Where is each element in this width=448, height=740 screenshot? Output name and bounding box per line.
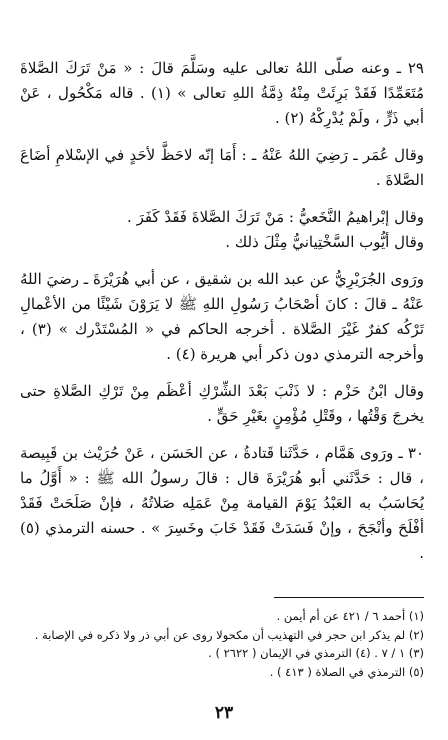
ibn-hazm-quote-paragraph: وقال ابْنُ حَزْم : لا ذَنْبَ بَعْدَ الشِّرْكِ أعْظَم مِنْ تَرْكِ الصَّلاةِ حتى يخرجَ وَقْتُها ، وقَتْلِ مُؤْمِنٍ بغَيْرِ حَقٍّ . [20,382,424,425]
footnote-3-4: (٣) ١ / ٧ . (٤) الترمذي في الإيمان ( ٢٦٢٢ ) . [208,646,424,660]
sakhtiyani-quote-paragraph: وقال أيُّوب السَّخْتِيانيُّ مِثْلَ ذلك . [225,233,424,251]
nakhai-quote-paragraph: وقال إبْراهيمُ النَّخَعيُّ : مَنْ تَرَكَ الصَّلاةَ فَقَدْ كَفَرَ . [127,208,424,226]
footnote-1: (١) أحمد ٦ / ٤٢١ عن أم أيمن . [276,609,424,623]
footnote-5: (٥) الترمذي في الصلاة ( ٤١٣ ) . [269,664,424,679]
footnote-divider [274,597,424,598]
hadith-29-paragraph: ٢٩ ـ وعنه صلّى اللهُ تعالى عليه وسَلَّمَ قالَ : « مَنْ تَرَكَ الصَّلاةَ مُتَعَمِّدًا فَقَدْ بَرِئَتْ مِنْهُ ذِمَّةُ اللهِ تعالى » (١) . قاله مَكْحُول ، عَنْ أبي ذَرٍّ ، ولَمْ يُدْرِكْهُ (٢) . [20,59,424,127]
jurayri-narration-paragraph: ورَوى الجُرَيْرِيُّ عن عبد الله بن شقيق ، عن أبي هُرَيْرَةَ ـ رضيَ اللهُ عَنْهُ ـ قالَ : كانَ أصْحَابُ رَسُولِ اللهِ ﷺ لا يَرَوْنَ شَيْئًا من الأعْمالِ تَرْكُه كفرٌ غَيْرَ الصَّلاة . أخرجه الحاكم في « المُسْتَدْرك » (٣) ، وأخرجه الترمذي دون ذكر أبي هريرة (٤) . [20,270,424,363]
main-text [20,56,424,566]
hadith-30-paragraph: ٣٠ ـ ورَوى هَمَّام ، حَدَّثَنا قَتادةُ ، عن الحَسَن ، عَنْ حُرَيْث بن قَبِيصة ، قال : حَدَّثَني أبو هُرَيْرَةَ قال : قالَ رسولُ الله ﷺ : « أَوَّلُ ما يُحَاسَبُ به العَبْدُ يَوْمَ القيامة مِنْ عَمَلِه صَلاتُهُ ، فإنْ صَلَحَتْ فَقَدْ أفْلَحَ وأنْجَحَ ، وإنْ فَسَدَتْ فَقَدْ خَابَ وخَسِرَ » . حسنه الترمذي (٥) . [20,444,424,562]
footnotes [20,607,424,681]
umar-quote-paragraph: وقال عُمَر ـ رَضِيَ اللهُ عَنْهُ ـ : أَمَا إنّه لاحَظَّ لأحَدٍ في الإسْلامِ أضَاعَ الصَّلاةَ . [20,146,424,189]
page-number: ٢٣ [214,703,234,723]
footnote-2: (٢) لم يذكر ابن حجر في التهذيب أن مكحولا روى عن أبي ذر ولا ذكره في الإصابة . [34,627,424,642]
